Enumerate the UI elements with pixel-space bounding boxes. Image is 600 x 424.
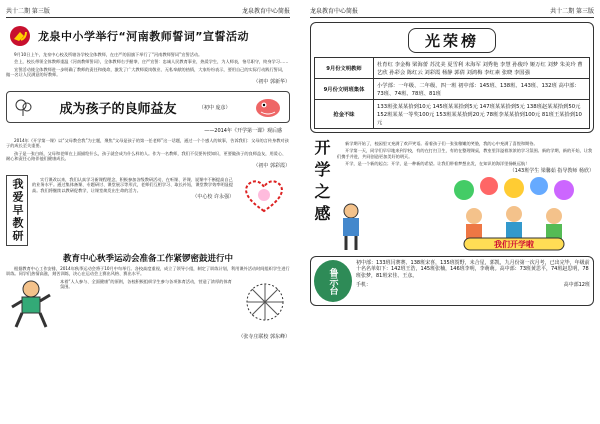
row-label: 9月份文明教师 [315,58,374,79]
row-content: 杜育红 李金梅 梁海蕾 苏沈美 夏雪利 未海军 刘秀艳 李慧 孙俊玲 姬万红 刘梦 朱美玲 曹艺欣 孙彩会 陈红云 刘彩霞 杨静 郭倩 刘鸿梅 李红素 张晓 李国强 [374,58,590,79]
kids-banner-text: 我们开学啦 [494,240,534,250]
row-content: 133班张某某拾到10元 145班某某拾到5元 147班某某拾到5元 138班赵某某拾到50元 152班某某一等奖100元 153班某某拾到20元 78班李某某拾到100元 81班王某拾到10元 [374,100,590,129]
honor-roll-title: 光荣榜 [408,28,496,53]
meeting-title: 教育中心秋季运动会准备工作紧锣密鼓进行中 [62,254,233,265]
right-header [310,6,594,18]
right-page [310,6,594,418]
honor-roll [310,22,594,133]
essay-signature: （初中 郭彩霞） [253,162,290,169]
essay-paragraph: 孩子是一张白纸，父母和老师在上面描绘什么，孩子就会成为什么样的人。作为一名教师，我们不仅要传授知识，更要做孩子的良师益友，用爱心、耐心和责任心陪伴他们健康成长。 [6,150,287,162]
meeting-signature: （张寺庄联校 郭东峰） [238,333,290,340]
teaching-research-signature: （中心校 许永强） [192,194,234,201]
intro-paragraph: 会上，校长带领全体教师重温《河南教师誓词》，全体教师右手握拳，庄严宣誓：忠诚人民教育事业，热爱学生，为人师表，恪尽职守，终身学习…… [14,59,289,65]
intro-paragraph: 9月10日上午，龙泉中心校及所辖各学校全体教师，在庄严的国旗下举行了“河南教师誓词”宣誓活动。 [14,52,203,57]
party-emblem-icon [6,24,34,48]
school-start-section [310,139,594,252]
row-label: 抢金不昧 [315,100,374,129]
left-page [6,6,290,418]
table-row [315,58,590,79]
essay-title: 成为孩子的良师益友 [59,101,177,117]
flower-icon [13,97,37,117]
row-label: 9月份文明班集体 [315,79,374,100]
school-start-paragraph: 新学期开始了，校园里又充满了欢声笑语。看着孩子们一张张稚嫩的笑脸，我的心中充满了喜悦和期待。 [345,141,538,146]
table-row [315,100,590,129]
headline-article [6,52,290,85]
teaching-research-label: 我爱早教研 [6,175,28,246]
school-start-body [337,139,594,252]
kid-with-bag-icon [337,202,365,252]
kids-illustration-row [337,176,594,252]
school-start-paragraph: 开学第一天，同学们早早地来到学校，有的在打扫卫生，有的在整理课桌，教室里洋溢着浓浓的学习氛围。新的学期，新的开始，让我们携手并进，共同创造更加美好的明天。 [337,148,593,159]
teaching-research-paragraph: 实行课改以来，我们认真学习新课程理念，积极参加各级教研活动，在听课、评课、说课中不断提高自己的业务水平。通过集体备课、专题研讨、课堂展示等形式，老师们互相学习、取长补短，课堂教学效率明显提高。我们将继续以教研促教学，让课堂焕发出生命的活力。 [32,177,234,193]
honor-table [314,57,590,129]
honor-roll-head [314,28,590,53]
table-row [315,79,590,100]
left-header-title: 龙泉教育中心简报 [241,8,290,15]
notice-badge-label: 鲁示台 [327,267,338,295]
right-header-issue: 共十二期 第三版 [550,8,594,15]
school-start-title: 开学之感 [312,139,331,227]
meeting-bottom [6,279,290,331]
notice-body [356,260,590,302]
essay-paragraph: 2014年《开学第一课》以“父母教会我”为主题，聚焦“父母是孩子的第一任老师”这一话题，通过一个个感人的故事，告诉我们：父母的言传身教对孩子的成长至关重要。 [6,138,289,149]
row-content: 小学部：一年级、二年级、四一班 初中部：145班、138班、143班、132班 高中部：73班、74班、78班、81班 [374,79,590,100]
notice-footer-right: 高中部12班 [563,282,590,289]
essay-body [6,138,290,169]
teaching-research-block [6,175,290,246]
school-start-signature: （143班学生 梁馨茹 指导教师 杨欣） [509,167,594,174]
notice-footer-left: 手机： [356,282,372,289]
runner-illustration-icon [6,279,56,331]
headline: 龙泉中小学举行“河南教师誓词”宣誓活动 [38,30,249,43]
meeting-quote: 本着“人人参与、全面健康”的原则，各校积极组织学生参与各项体育活动，营造了浓厚的体育氛围。 [60,278,232,290]
meeting-text-block [6,266,290,277]
notice-board [310,256,594,306]
left-header-issue: 共十二期 第三版 [6,8,50,15]
essay-quote: ——2014年《开学第一课》观后感 [204,128,282,135]
cartoon-fish-icon [253,94,283,120]
intro-signature: （初中 郭新华） [253,78,290,85]
essay-banner [6,91,290,123]
fireworks-icon [240,279,290,325]
children-illustration-icon [434,176,594,252]
notice-footer [356,281,590,288]
left-header [6,6,290,18]
intro-paragraph: 宣誓活动使全体教师进一步明确了教师的责任和使命，激发了广大教师爱岗敬业、无私奉献的热情，大家纷纷表示，要用自己的实际行动践行誓词，做一名让人民满意的好教师。 [6,66,287,78]
essay-banner-sign: （初中 庞彦） [198,104,231,111]
right-header-title: 龙泉教育中心简报 [310,8,359,15]
school-start-paragraph: 开学，是一个新的起点；开学，是一种新的希望。让我们带着梦想出发，在知识的海洋里扬帆远航！ [345,161,530,167]
headline-row [6,24,290,48]
meeting-paragraph: 根据教育中心工作安排，2014年秋季运动会将于10月中旬举行。各校高度重视，成立了领导小组，制定了训练计划，利用课外活动时间组织学生进行训练。同学们热情高涨，刻苦训练，决心在运动会上赛出风格、赛出水平。 [6,266,290,277]
teaching-research-text [32,175,234,246]
heart-wreath-icon [238,175,290,215]
notice-badge [314,260,352,302]
notice-text: 初中部：133班闫赛赛、138班宋喜，135班贺野，未合星，郭凯，九月份第一次月考，已出完毕，年级前十名名单如下：142班王浩，145班张楠，146班李明，李萌萌。高中部：73班黄思平，74班赵思明，78班张梦，81班宋佳、王彦。 [356,260,590,279]
